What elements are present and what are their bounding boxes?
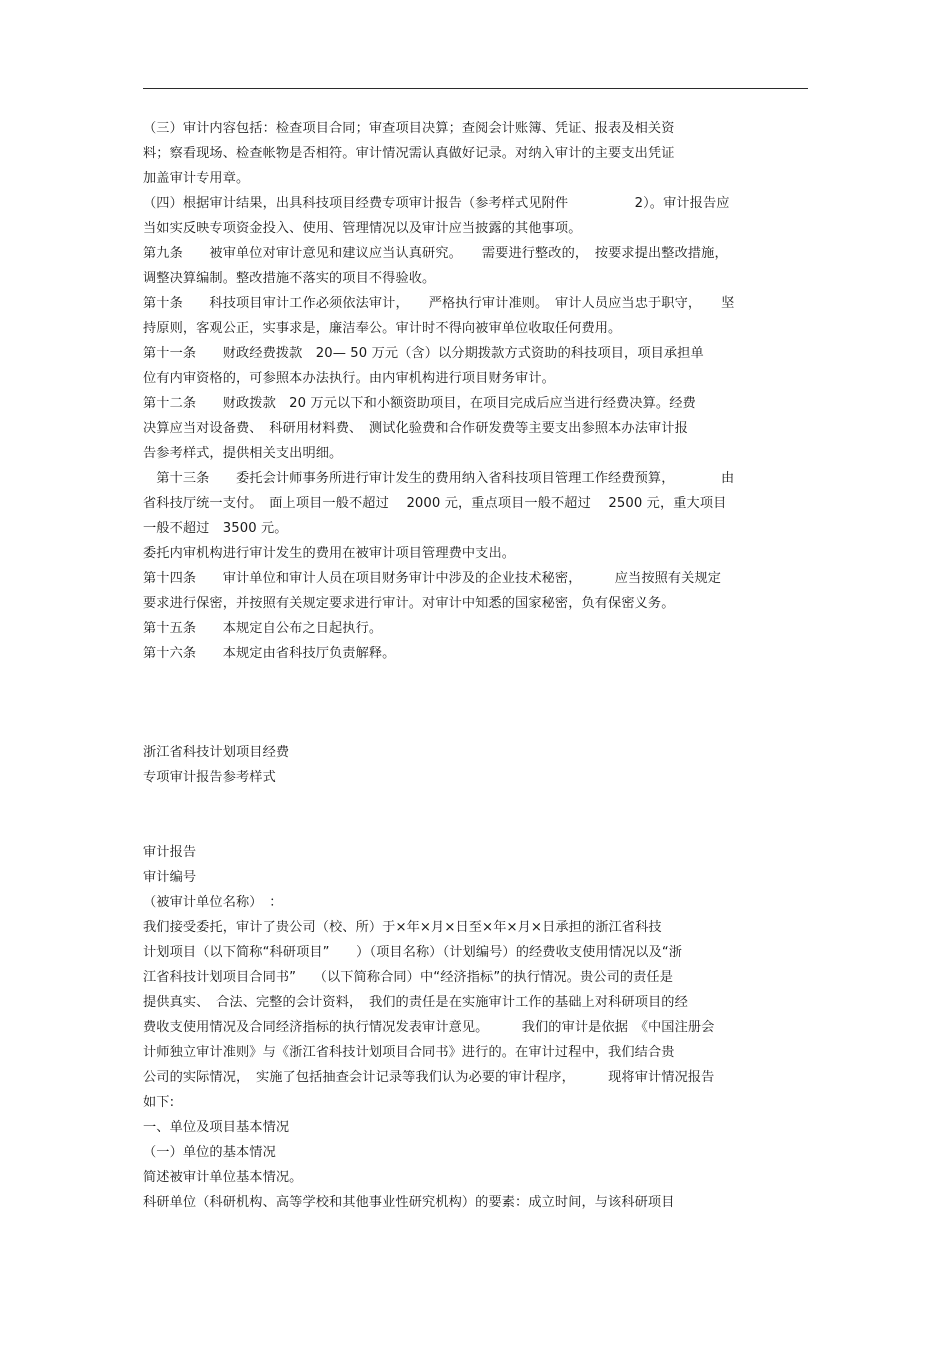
text-line: （三）审计内容包括：检查项目合同；审查项目决算；查阅会计账簿、凭证、报表及相关资 xyxy=(143,121,675,136)
section-heading: 一、单位及项目基本情况 xyxy=(143,1120,290,1135)
text-line: 第十三条 委托会计师事务所进行审计发生的费用纳入省科技项目管理工作经费预算， 由 xyxy=(143,471,735,486)
text-line: 江省科技计划项目合同书” （以下简称合同）中“经济指标”的执行情况。贵公司的责任是 xyxy=(143,970,674,985)
text-line: 第十二条 财政拨款 20 万元以下和小额资助项目，在项目完成后应当进行经费决算。经费 xyxy=(143,396,696,411)
text-line: 告参考样式，提供相关支出明细。 xyxy=(143,446,343,461)
text-line: 委托内审机构进行审计发生的费用在被审计项目管理费中支出。 xyxy=(143,546,516,561)
text-line: 当如实反映专项资金投入、使用、管理情况以及审计应当披露的其他事项。 xyxy=(143,221,582,236)
text-line: 调整决算编制。整改措施不落实的项目不得验收。 xyxy=(143,271,436,286)
report-heading: 审计报告 xyxy=(143,845,197,860)
text-line: 一般不超过 3500 元。 xyxy=(143,521,288,536)
header-rule xyxy=(143,88,808,89)
text-line: 第九条 被审单位对审计意见和建议应当认真研究。 需要进行整改的， 按要求提出整改措施， xyxy=(143,246,728,261)
text-line: 计师独立审计准则》与《浙江省科技计划项目合同书》进行的。在审计过程中，我们结合贵 xyxy=(143,1045,675,1060)
text-line: 提供真实、 合法、完整的会计资料， 我们的责任是在实施审计工作的基础上对科研项目的经 xyxy=(143,995,688,1010)
text-line: （四）根据审计结果，出具科技项目经费专项审计报告（参考样式见附件 2）。审计报告应 xyxy=(143,196,730,211)
text-line: 省科技厅统一支付。 面上项目一般不超过 2000 元，重点项目一般不超过 2500 元，重大项目 xyxy=(143,496,727,511)
text-line: 如下: xyxy=(143,1095,175,1110)
text-line: 公司的实际情况， 实施了包括抽查会计记录等我们认为必要的审计程序， 现将审计情况报告 xyxy=(143,1070,715,1085)
text-line: 简述被审计单位基本情况。 xyxy=(143,1170,303,1185)
text-line: 计划项目（以下简称“科研项目” ）（项目名称）（计划编号）的经费收支使用情况以及“浙 xyxy=(143,945,683,960)
appendix-title-line: 专项审计报告参考样式 xyxy=(143,770,276,785)
text-line: 科研单位（科研机构、高等学校和其他事业性研究机构）的要素：成立时间，与该科研项目 xyxy=(143,1195,675,1210)
text-line: 第十四条 审计单位和审计人员在项目财务审计中涉及的企业技术秘密， 应当按照有关规定 xyxy=(143,571,722,586)
subsection-heading: （一）单位的基本情况 xyxy=(143,1145,276,1160)
text-line: 审计编号 xyxy=(143,870,197,885)
text-line: 持原则，客观公正，实事求是，廉洁奉公。审计时不得向被审单位收取任何费用。 xyxy=(143,321,622,336)
text-line: 第十一条 财政经费拨款 20— 50 万元（含）以分期拨款方式资助的科技项目，项目承担单 xyxy=(143,346,704,361)
text-line: 料；察看现场、检查帐物是否相符。审计情况需认真做好记录。对纳入审计的主要支出凭证 xyxy=(143,146,675,161)
text-line: 第十条 科技项目审计工作必须依法审计， 严格执行审计准则。 审计人员应当忠于职守， 坚 xyxy=(143,296,735,311)
text-line: 位有内审资格的，可参照本办法执行。由内审机构进行项目财务审计。 xyxy=(143,371,555,386)
text-line: 决算应当对设备费、 科研用材料费、 测试化验费和合作研发费等主要支出参照本办法审计报 xyxy=(143,421,688,436)
text-line: 第十五条 本规定自公布之日起执行。 xyxy=(143,621,383,636)
text-line: 费收支使用情况及合同经济指标的执行情况发表审计意见。 我们的审计是依据 《中国注册会 xyxy=(143,1020,715,1035)
text-line: 我们接受委托，审计了贵公司（校、所）于×年×月×日至×年×月×日承担的浙江省科技 xyxy=(143,920,662,935)
text-line: 加盖审计专用章。 xyxy=(143,171,250,186)
text-line: （被审计单位名称） ： xyxy=(143,895,283,910)
text-line: 要求进行保密，并按照有关规定要求进行审计。对审计中知悉的国家秘密，负有保密义务。 xyxy=(143,596,675,611)
appendix-title-line: 浙江省科技计划项目经费 xyxy=(143,745,290,760)
text-line: 第十六条 本规定由省科技厅负责解释。 xyxy=(143,646,396,661)
